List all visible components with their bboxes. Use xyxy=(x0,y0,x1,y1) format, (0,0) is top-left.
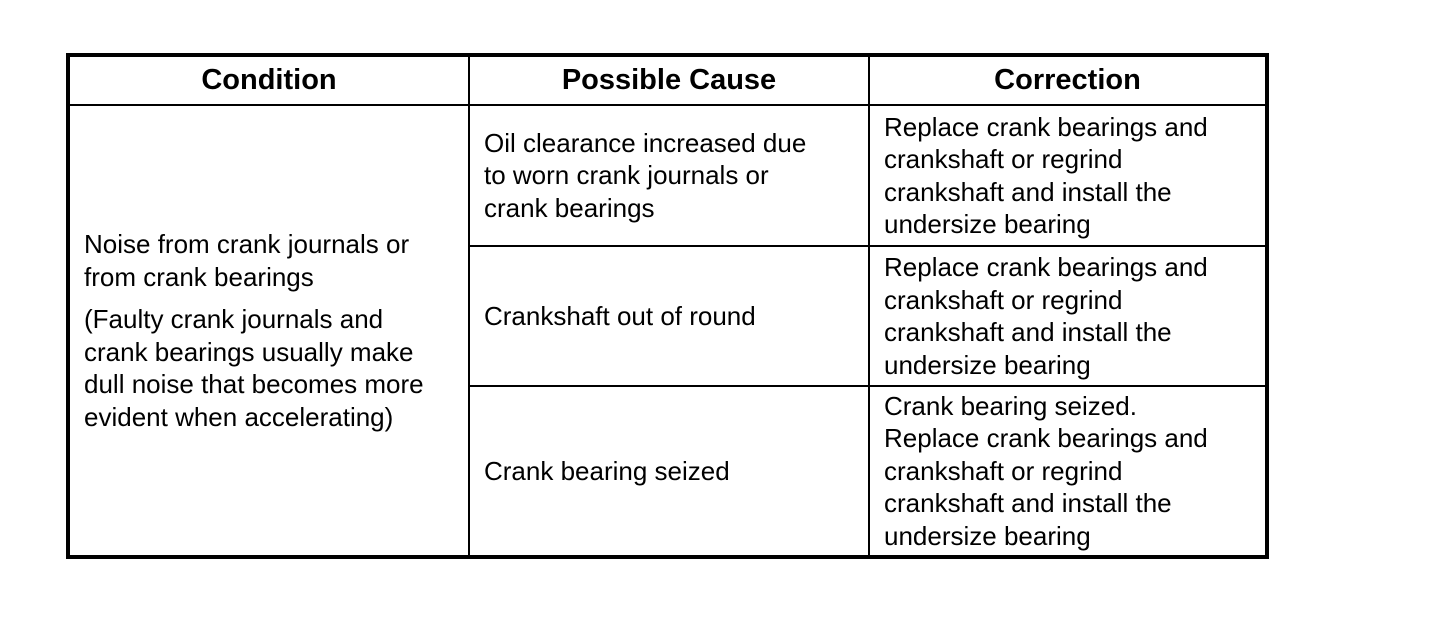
cause-text: Crank bearing seized xyxy=(484,455,730,486)
condition-note: (Faulty crank journals and crank bearings usually make dull noise that becomes more evident when accelerating) xyxy=(84,304,424,432)
header-possible-cause: Possible Cause xyxy=(561,64,777,97)
cause-text: Oil clearance increased due to worn crank journals or crank bearings xyxy=(484,127,807,223)
correction-text: Crank bearing seized. Replace crank bearings and crankshaft or regrind crankshaft and install the undersize bearing xyxy=(884,390,1208,551)
cause-cell xyxy=(470,247,868,385)
correction-cell xyxy=(870,387,1265,555)
condition-cell xyxy=(70,106,468,555)
header-correction: Correction xyxy=(994,64,1141,97)
cause-cell xyxy=(470,106,868,245)
header-condition: Condition xyxy=(201,64,337,97)
troubleshooting-table xyxy=(66,53,1269,559)
cause-text: Crankshaft out of round xyxy=(484,300,756,331)
correction-text: Replace crank bearings and crankshaft or regrind crankshaft and install the undersize bearing xyxy=(884,252,1208,380)
correction-cell xyxy=(870,106,1265,245)
correction-cell xyxy=(870,247,1265,385)
condition-text: Noise from crank journals or from crank bearings xyxy=(84,229,410,292)
correction-text: Replace crank bearings and crankshaft or regrind crankshaft and install the undersize bearing xyxy=(884,111,1208,239)
cause-cell xyxy=(470,387,868,555)
